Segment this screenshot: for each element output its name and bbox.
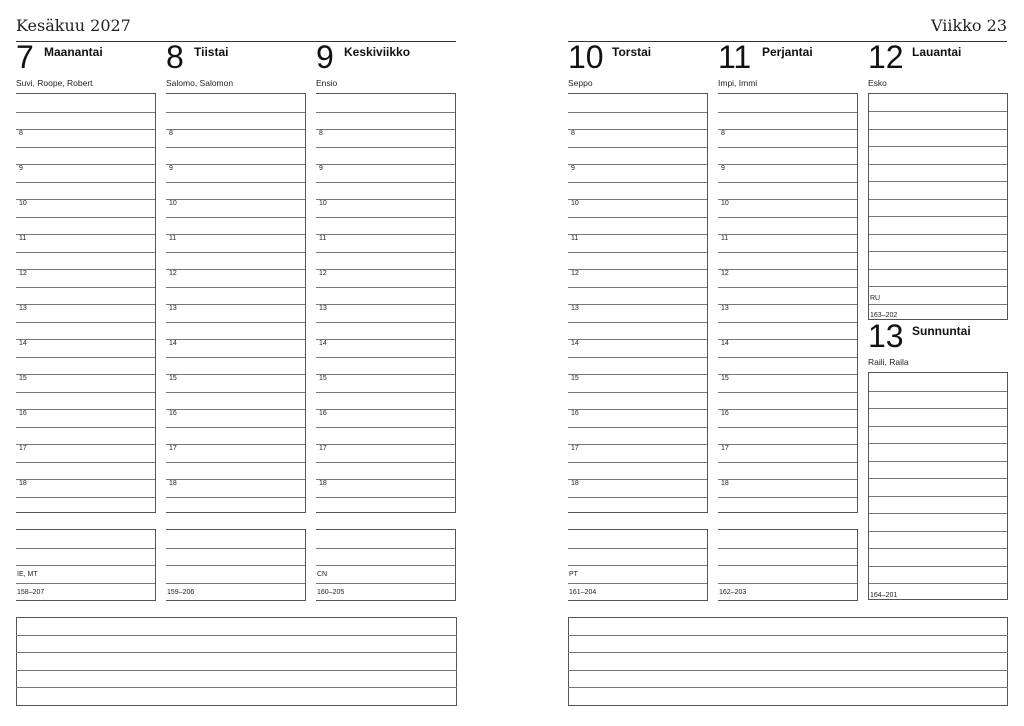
schedule-line <box>718 217 857 218</box>
weekend-line <box>869 199 1007 200</box>
schedule-line <box>718 304 857 305</box>
day-header <box>316 41 456 93</box>
schedule-line <box>316 182 455 183</box>
weekend-line <box>869 391 1007 392</box>
schedule-line <box>166 304 305 305</box>
schedule-line <box>16 409 155 410</box>
schedule-line <box>718 234 857 235</box>
weekend-line <box>869 164 1007 165</box>
day-column <box>718 39 858 596</box>
hour-label: 11 <box>169 235 177 242</box>
notes-line <box>16 635 457 636</box>
schedule-line <box>568 217 707 218</box>
day-number: 13 <box>868 318 904 354</box>
day-number: 8 <box>166 39 184 75</box>
name-day-names: Suvi, Roope, Robert <box>16 78 93 88</box>
schedule-line <box>718 112 857 113</box>
weekend-line <box>869 129 1007 130</box>
schedule-line <box>316 444 455 445</box>
schedule-line <box>166 497 305 498</box>
schedule-line <box>718 287 857 288</box>
day-counter: 159–206 <box>167 589 195 596</box>
hour-label: 10 <box>319 200 327 207</box>
schedule-line <box>16 462 155 463</box>
schedule-line <box>568 392 707 393</box>
weekend-line <box>869 304 1007 305</box>
hour-label: 17 <box>721 445 729 452</box>
hour-label: 8 <box>319 130 323 137</box>
schedule-line <box>166 182 305 183</box>
day-number: 9 <box>316 39 334 75</box>
hour-label: 15 <box>319 375 327 382</box>
day-column <box>868 39 1008 319</box>
hour-label: 18 <box>169 480 177 487</box>
schedule-line <box>568 497 707 498</box>
schedule-line <box>718 357 857 358</box>
hour-label: 11 <box>721 235 729 242</box>
weekend-line <box>869 583 1007 584</box>
hour-label: 12 <box>721 270 729 277</box>
day-counter: 163–202 <box>870 312 898 319</box>
hour-label: 9 <box>571 165 575 172</box>
notes-line <box>166 548 305 549</box>
schedule-line <box>718 252 857 253</box>
schedule-line <box>166 252 305 253</box>
day-header <box>568 41 708 93</box>
notes-line <box>568 652 1008 653</box>
schedule-line <box>718 462 857 463</box>
schedule-line <box>316 164 455 165</box>
schedule-line <box>718 199 857 200</box>
day-name: Keskiviikko <box>344 45 411 59</box>
notes-line <box>568 583 707 584</box>
hour-label: 17 <box>169 445 177 452</box>
schedule-line <box>316 147 455 148</box>
schedule-line <box>16 112 155 113</box>
hour-label: 10 <box>571 200 579 207</box>
schedule-line <box>316 269 455 270</box>
schedule-line <box>16 234 155 235</box>
schedule-box[interactable] <box>316 93 456 513</box>
weekend-box[interactable] <box>868 372 1008 600</box>
hour-label: 16 <box>169 410 177 417</box>
schedule-line <box>316 479 455 480</box>
month-year-title: Kesäkuu 2027 <box>16 16 131 35</box>
schedule-line <box>316 322 455 323</box>
weekend-line <box>869 513 1007 514</box>
name-day-names: Impi, Immi <box>718 78 758 88</box>
weekend-line <box>869 286 1007 287</box>
schedule-line <box>316 339 455 340</box>
schedule-line <box>568 129 707 130</box>
schedule-line <box>166 129 305 130</box>
hour-label: 16 <box>571 410 579 417</box>
schedule-line <box>16 252 155 253</box>
schedule-line <box>16 199 155 200</box>
weekend-line <box>869 443 1007 444</box>
day-name: Maanantai <box>44 45 103 59</box>
flag-day-code: PT <box>569 571 578 578</box>
name-day-names: Esko <box>868 78 887 88</box>
name-day-names: Salomo, Salomon <box>166 78 234 88</box>
schedule-box[interactable] <box>718 93 858 513</box>
schedule-line <box>316 112 455 113</box>
name-day-names: Ensio <box>316 78 338 88</box>
day-header <box>16 41 156 93</box>
notes-line <box>718 548 857 549</box>
schedule-line <box>166 479 305 480</box>
day-number: 12 <box>868 39 904 75</box>
schedule-line <box>316 252 455 253</box>
hour-label: 15 <box>571 375 579 382</box>
schedule-line <box>568 339 707 340</box>
schedule-line <box>718 339 857 340</box>
schedule-line <box>718 129 857 130</box>
weekend-line <box>869 566 1007 567</box>
extra-notes-box[interactable] <box>166 529 306 601</box>
schedule-line <box>16 322 155 323</box>
day-counter: 164–201 <box>870 592 898 599</box>
hour-label: 15 <box>721 375 729 382</box>
schedule-line <box>16 374 155 375</box>
schedule-line <box>718 374 857 375</box>
day-column <box>868 318 1008 599</box>
hour-label: 13 <box>319 305 327 312</box>
weekend-line <box>869 478 1007 479</box>
schedule-line <box>568 374 707 375</box>
hour-label: 12 <box>319 270 327 277</box>
schedule-line <box>718 409 857 410</box>
schedule-line <box>166 269 305 270</box>
day-name: Lauantai <box>912 45 962 59</box>
notes-line <box>568 687 1008 688</box>
weekend-line <box>869 496 1007 497</box>
weekend-box[interactable] <box>868 93 1008 320</box>
day-counter: 160–205 <box>317 589 345 596</box>
schedule-line <box>166 322 305 323</box>
schedule-line <box>718 147 857 148</box>
schedule-line <box>568 322 707 323</box>
extra-notes-box[interactable] <box>16 529 156 601</box>
schedule-line <box>568 444 707 445</box>
notes-line <box>568 565 707 566</box>
weekend-line <box>869 426 1007 427</box>
weekend-line <box>869 216 1007 217</box>
extra-notes-box[interactable] <box>718 529 858 601</box>
hour-label: 13 <box>571 305 579 312</box>
schedule-line <box>166 112 305 113</box>
schedule-line <box>166 392 305 393</box>
schedule-line <box>718 322 857 323</box>
notes-line <box>16 548 155 549</box>
hour-label: 8 <box>571 130 575 137</box>
schedule-line <box>316 304 455 305</box>
schedule-box[interactable] <box>16 93 156 513</box>
notes-line <box>16 652 457 653</box>
schedule-line <box>718 164 857 165</box>
schedule-line <box>166 357 305 358</box>
day-name: Torstai <box>612 45 652 59</box>
schedule-line <box>16 217 155 218</box>
day-number: 11 <box>718 39 752 75</box>
notes-line <box>16 687 457 688</box>
hour-label: 12 <box>169 270 177 277</box>
notes-line <box>718 583 857 584</box>
schedule-line <box>568 357 707 358</box>
schedule-line <box>316 392 455 393</box>
weekend-line <box>869 531 1007 532</box>
schedule-line <box>166 374 305 375</box>
notes-area-right[interactable] <box>568 617 1008 706</box>
hour-label: 13 <box>169 305 177 312</box>
weekend-line <box>869 269 1007 270</box>
hour-label: 14 <box>319 340 327 347</box>
notes-line <box>568 548 707 549</box>
hour-label: 11 <box>19 235 27 242</box>
schedule-line <box>568 199 707 200</box>
notes-area-left[interactable] <box>16 617 457 706</box>
schedule-line <box>166 287 305 288</box>
hour-label: 17 <box>571 445 579 452</box>
notes-line <box>166 583 305 584</box>
schedule-line <box>316 462 455 463</box>
day-column <box>16 39 156 596</box>
hour-label: 14 <box>721 340 729 347</box>
schedule-line <box>568 304 707 305</box>
day-header <box>868 41 1008 93</box>
schedule-line <box>166 409 305 410</box>
schedule-line <box>568 269 707 270</box>
hour-label: 12 <box>571 270 579 277</box>
schedule-line <box>166 339 305 340</box>
schedule-line <box>316 129 455 130</box>
day-header <box>868 320 1008 372</box>
extra-notes-box[interactable] <box>568 529 708 601</box>
notes-line <box>568 670 1008 671</box>
day-name: Sunnuntai <box>912 324 971 338</box>
schedule-box[interactable] <box>568 93 708 513</box>
hour-label: 15 <box>19 375 27 382</box>
flag-day-code: RU <box>870 295 881 302</box>
schedule-line <box>16 287 155 288</box>
schedule-line <box>16 147 155 148</box>
notes-line <box>316 565 455 566</box>
day-counter: 161–204 <box>569 589 597 596</box>
weekend-line <box>869 234 1007 235</box>
hour-label: 17 <box>19 445 27 452</box>
schedule-line <box>166 217 305 218</box>
schedule-line <box>316 199 455 200</box>
schedule-line <box>316 427 455 428</box>
day-name: Tiistai <box>194 45 229 59</box>
schedule-line <box>568 252 707 253</box>
schedule-line <box>166 234 305 235</box>
hour-label: 11 <box>319 235 327 242</box>
schedule-line <box>316 287 455 288</box>
weekend-line <box>869 251 1007 252</box>
schedule-line <box>166 427 305 428</box>
notes-line <box>16 670 457 671</box>
schedule-line <box>166 164 305 165</box>
notes-line <box>568 635 1008 636</box>
hour-label: 11 <box>571 235 579 242</box>
schedule-line <box>166 444 305 445</box>
schedule-line <box>568 479 707 480</box>
schedule-line <box>16 427 155 428</box>
schedule-line <box>316 357 455 358</box>
schedule-line <box>316 217 455 218</box>
day-column <box>568 39 708 596</box>
hour-label: 18 <box>571 480 579 487</box>
hour-label: 14 <box>19 340 27 347</box>
name-day-names: Seppo <box>568 78 593 88</box>
schedule-line <box>166 462 305 463</box>
day-header <box>718 41 858 93</box>
hour-label: 9 <box>19 165 23 172</box>
hour-label: 18 <box>319 480 327 487</box>
hour-label: 8 <box>19 130 23 137</box>
schedule-line <box>718 182 857 183</box>
hour-label: 15 <box>169 375 177 382</box>
hour-label: 8 <box>169 130 173 137</box>
hour-label: 10 <box>721 200 729 207</box>
name-day-names: Raili, Raila <box>868 357 909 367</box>
weekend-line <box>869 461 1007 462</box>
schedule-line <box>16 269 155 270</box>
weekend-line <box>869 146 1007 147</box>
schedule-line <box>16 392 155 393</box>
schedule-line <box>568 164 707 165</box>
hour-label: 18 <box>721 480 729 487</box>
day-number: 10 <box>568 39 604 75</box>
schedule-line <box>568 234 707 235</box>
hour-label: 16 <box>721 410 729 417</box>
schedule-line <box>16 304 155 305</box>
notes-line <box>718 565 857 566</box>
hour-label: 18 <box>19 480 27 487</box>
schedule-line <box>166 199 305 200</box>
extra-notes-box[interactable] <box>316 529 456 601</box>
schedule-line <box>568 462 707 463</box>
schedule-box[interactable] <box>166 93 306 513</box>
hour-label: 10 <box>19 200 27 207</box>
hour-label: 13 <box>721 305 729 312</box>
schedule-line <box>568 287 707 288</box>
hour-label: 17 <box>319 445 327 452</box>
schedule-line <box>16 479 155 480</box>
schedule-line <box>718 269 857 270</box>
hour-label: 16 <box>19 410 27 417</box>
hour-label: 10 <box>169 200 177 207</box>
day-header <box>166 41 306 93</box>
flag-day-code: IE, MT <box>17 571 38 578</box>
notes-line <box>316 548 455 549</box>
weekend-line <box>869 548 1007 549</box>
schedule-line <box>316 374 455 375</box>
notes-line <box>16 565 155 566</box>
schedule-line <box>16 182 155 183</box>
schedule-line <box>718 497 857 498</box>
schedule-line <box>16 444 155 445</box>
schedule-line <box>568 427 707 428</box>
schedule-line <box>718 479 857 480</box>
hour-label: 14 <box>571 340 579 347</box>
schedule-line <box>718 444 857 445</box>
hour-label: 9 <box>721 165 725 172</box>
day-counter: 162–203 <box>719 589 747 596</box>
schedule-line <box>16 129 155 130</box>
schedule-line <box>316 234 455 235</box>
day-number: 7 <box>16 39 34 75</box>
schedule-line <box>568 147 707 148</box>
day-column <box>166 39 306 596</box>
flag-day-code: CN <box>317 571 328 578</box>
hour-label: 16 <box>319 410 327 417</box>
day-column <box>316 39 456 596</box>
schedule-line <box>316 497 455 498</box>
schedule-line <box>718 392 857 393</box>
schedule-line <box>568 409 707 410</box>
notes-line <box>316 583 455 584</box>
weekend-line <box>869 408 1007 409</box>
schedule-line <box>16 357 155 358</box>
schedule-line <box>316 409 455 410</box>
hour-label: 14 <box>169 340 177 347</box>
schedule-line <box>568 112 707 113</box>
day-name: Perjantai <box>762 45 813 59</box>
weekend-line <box>869 111 1007 112</box>
schedule-line <box>718 427 857 428</box>
weekend-line <box>869 181 1007 182</box>
schedule-line <box>166 147 305 148</box>
notes-line <box>16 583 155 584</box>
hour-label: 8 <box>721 130 725 137</box>
notes-line <box>166 565 305 566</box>
hour-label: 12 <box>19 270 27 277</box>
day-counter: 158–207 <box>17 589 45 596</box>
schedule-line <box>16 339 155 340</box>
week-title: Viikko 23 <box>931 16 1007 35</box>
schedule-line <box>568 182 707 183</box>
schedule-line <box>16 497 155 498</box>
hour-label: 9 <box>169 165 173 172</box>
hour-label: 13 <box>19 305 27 312</box>
hour-label: 9 <box>319 165 323 172</box>
schedule-line <box>16 164 155 165</box>
